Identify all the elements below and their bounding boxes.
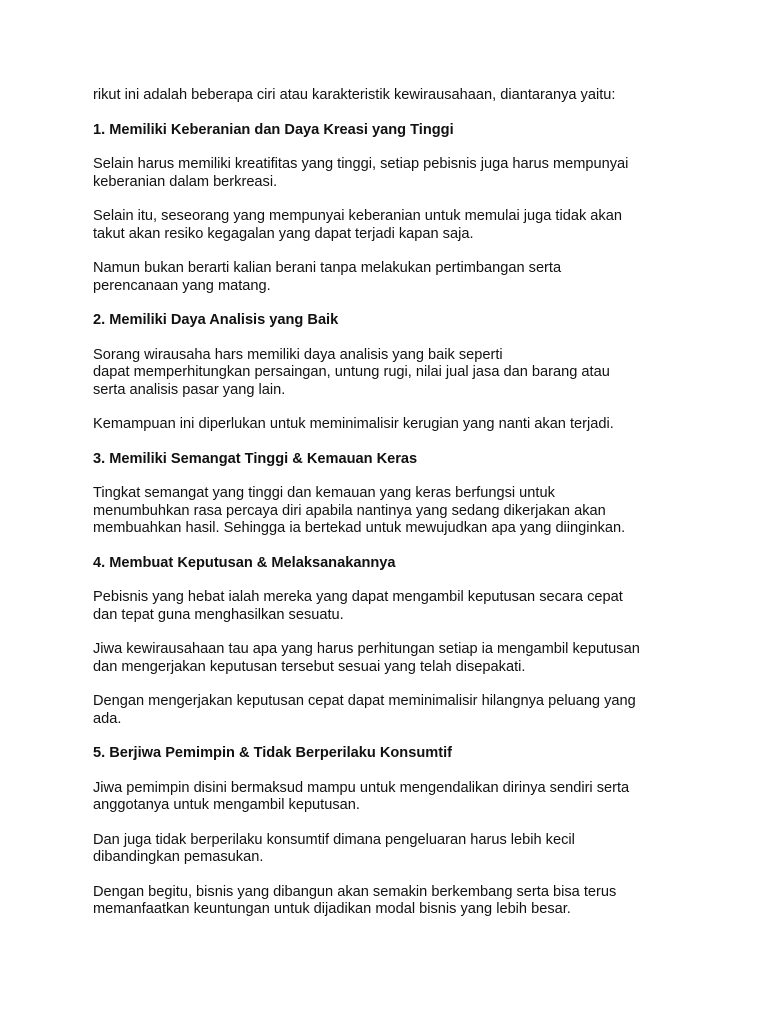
section-heading: 4. Membuat Keputusan & Melaksanakannya <box>93 554 396 571</box>
section-3 <box>93 451 693 538</box>
section-paragraph: Selain harus memiliki kreatifitas yang tinggi, setiap pebisnis juga harus mempunyai keberanian dalam berkreasi. <box>93 156 629 190</box>
section-paragraph: Kemampuan ini diperlukan untuk meminimalisir kerugian yang nanti akan terjadi. <box>93 416 614 432</box>
section-paragraph: Dengan mengerjakan keputusan cepat dapat meminimalisir hilangnya peluang yang ada. <box>93 693 636 727</box>
section-paragraph: Dan juga tidak berperilaku konsumtif dimana pengeluaran harus lebih kecil dibandingkan pemasukan. <box>93 831 575 865</box>
section-paragraph: Sorang wirausaha hars memiliki daya analisis yang baik seperti dapat memperhitungkan persaingan, untung rugi, nilai jual jasa dan barang atau serta analisis pasar yang lain. <box>93 346 610 398</box>
section-heading: 1. Memiliki Keberanian dan Daya Kreasi yang Tinggi <box>93 121 454 138</box>
section-heading: 5. Berjiwa Pemimpin & Tidak Berperilaku Konsumtif <box>93 745 452 761</box>
section-paragraph: Tingkat semangat yang tinggi dan kemauan yang keras berfungsi untuk menumbuhkan rasa percaya diri apabila nantinya yang sedang dikerjakan akan membuahkan hasil. Sehingga ia bertekad untuk mewujudkan apa yang diinginkan. <box>93 485 626 536</box>
section-heading: 2. Memiliki Daya Analisis yang Baik <box>93 312 339 328</box>
section-paragraph: Dengan begitu, bisnis yang dibangun akan semakin berkembang serta bisa terus memanfaatkan keuntungan untuk dijadikan modal bisnis yang lebih besar. <box>93 883 617 917</box>
section-2 <box>93 312 693 434</box>
section-heading: 3. Memiliki Semangat Tinggi & Kemauan Keras <box>93 450 418 467</box>
section-paragraph: Jiwa pemimpin disini bermaksud mampu untuk mengendalikan dirinya sendiri serta anggotanya untuk mengambil keputusan. <box>93 779 630 813</box>
document-page <box>93 87 693 936</box>
section-paragraph: Pebisnis yang hebat ialah mereka yang dapat mengambil keputusan secara cepat dan tepat guna menghasilkan sesuatu. <box>93 589 623 623</box>
section-paragraph: Selain itu, seseorang yang mempunyai keberanian untuk memulai juga tidak akan takut akan resiko kegagalan yang dapat terjadi kapan saja. <box>93 208 622 242</box>
section-paragraph: Jiwa kewirausahaan tau apa yang harus perhitungan setiap ia mengambil keputusan dan mengerjakan keputusan tersebut sesuai yang telah disepakati. <box>93 641 640 675</box>
section-5 <box>93 745 693 919</box>
section-4 <box>93 555 693 729</box>
intro-paragraph: rikut ini adalah beberapa ciri atau karakteristik kewirausahaan, diantaranya yaitu: <box>93 87 616 103</box>
section-paragraph: Namun bukan berarti kalian berani tanpa melakukan pertimbangan serta perencanaan yang matang. <box>93 260 562 294</box>
section-1 <box>93 122 693 296</box>
